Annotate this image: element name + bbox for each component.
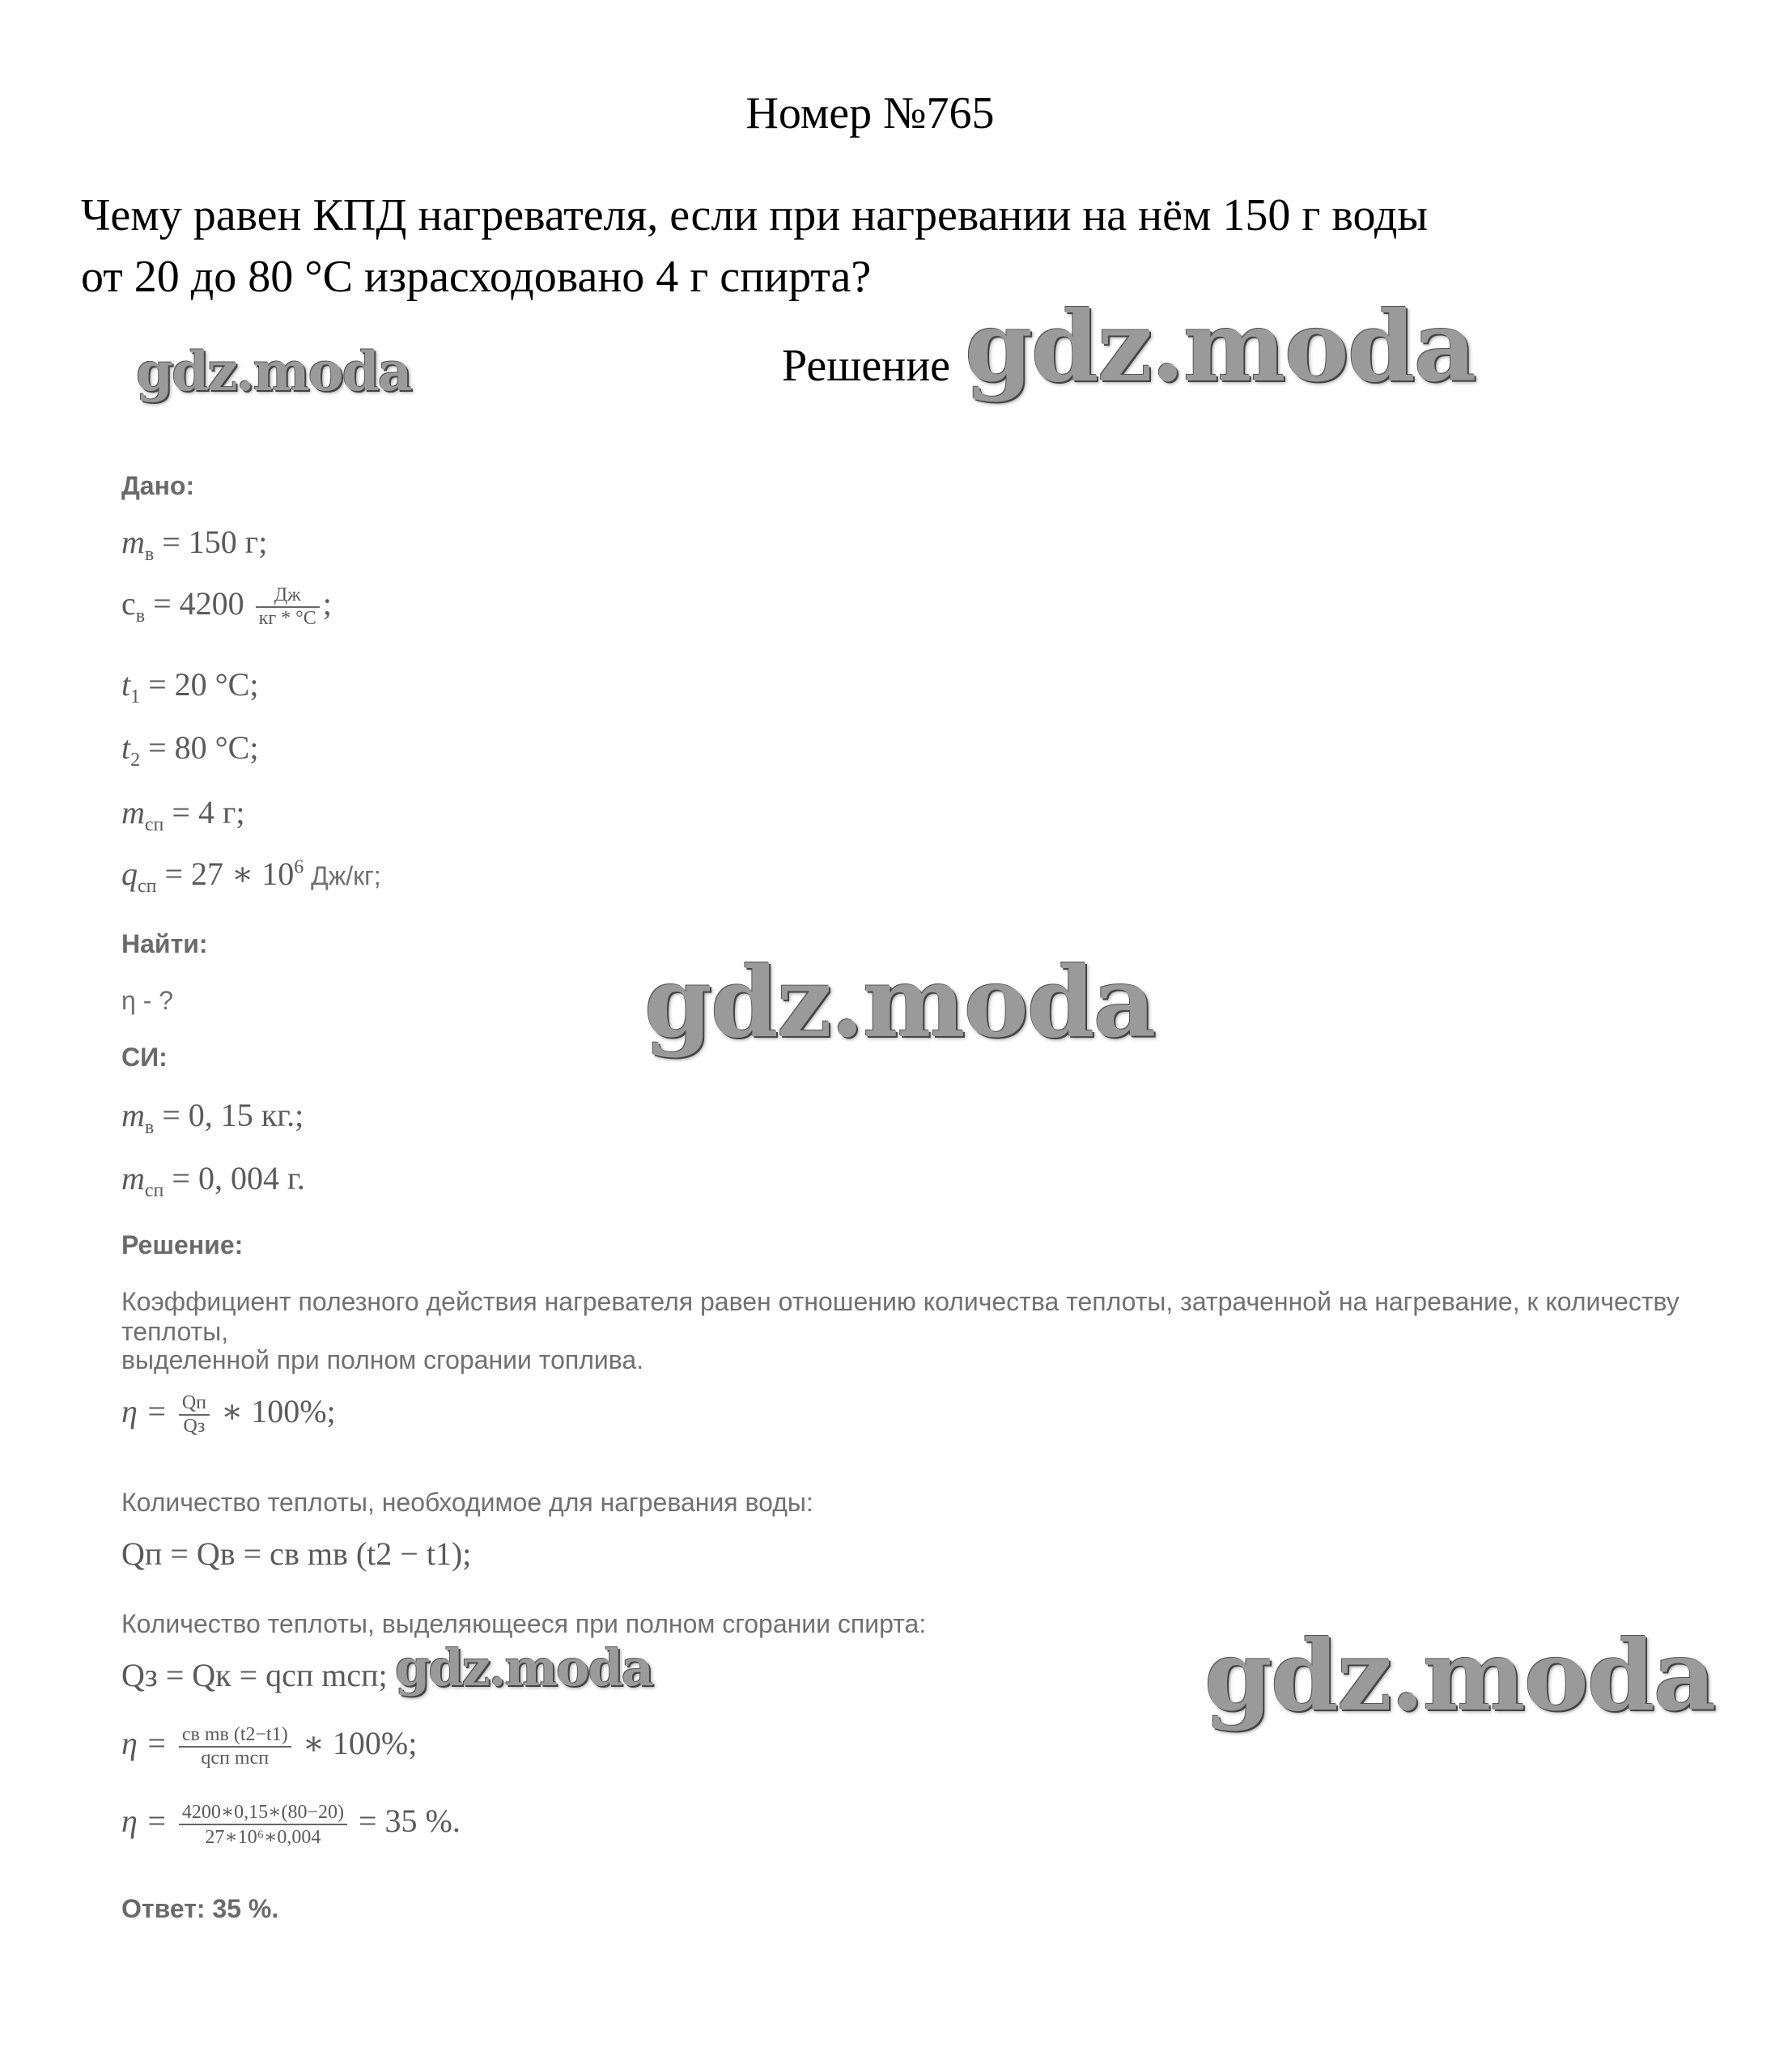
problem-line-2: от 20 до 80 °С израсходовано 4 г спирта? xyxy=(81,252,872,302)
solution-text-2: выделенной при полном сгорании топлива. xyxy=(121,1345,644,1374)
solution-heading: Решение xyxy=(782,341,951,391)
watermark-logo: gdz.moda xyxy=(644,945,1155,1060)
solution-text-1: Коэффициент полезного действия нагревателя равен отношению количества теплоты, затраченной на нагревание, к количеству теплоты, xyxy=(121,1287,1679,1346)
formula-efficiency: η = $\frac{Qп}{Qз}$ ∗ 100%; xyxy=(121,1392,336,1437)
solution-text-4: Количество теплоты, выделяющееся при полном сгорании спирта: xyxy=(121,1609,927,1638)
answer: Ответ: 35 %. xyxy=(121,1894,279,1923)
watermark-logo: gdz.moda xyxy=(1204,1619,1715,1733)
si-label: СИ: xyxy=(121,1043,168,1072)
watermark-logo: gdz.moda xyxy=(136,340,411,403)
given-heat-combustion: $q_{сп} = 27$ ∗ $10^6$ Дж/кг; xyxy=(121,856,381,897)
given-mass-alcohol: $m_{сп} = 4$ г; xyxy=(121,794,245,835)
formula-efficiency-numeric: η = $\frac{4200∗0,15∗(80-20)}{\text{27∗10⁶∗0,004}}$ = 35 %. xyxy=(121,1802,461,1848)
solution-label: Решение: xyxy=(121,1230,244,1259)
given-t2: $t_2 = 80$ °C; xyxy=(121,729,259,771)
find-label: Найти: xyxy=(121,929,208,958)
given-mass-water: $m_в = 150$ г; xyxy=(121,524,268,565)
find-value: η - ? xyxy=(121,986,174,1015)
solution-text-3: Количество теплоты, необходимое для нагревания воды: xyxy=(121,1488,813,1517)
watermark-logo: gdz.moda xyxy=(965,290,1476,404)
watermark-logo: gdz.moda xyxy=(395,1638,652,1697)
problem-line-1: Чему равен КПД нагревателя, если при нагревании на нём 150 г воды xyxy=(81,190,1428,240)
si-mass-alcohol: $m_{сп} = 0$, 004 г. xyxy=(121,1160,305,1201)
given-label: Дано: xyxy=(121,471,195,500)
formula-efficiency-expanded: η = $\frac{\text{cв mв (t2−t1)}}{\text{qсп mсп}}$ ∗ 100%; xyxy=(121,1724,418,1769)
formula-heat-alcohol: Qз = Qк = qсп mсп; xyxy=(121,1657,388,1693)
page-title: Номер №765 xyxy=(745,88,995,138)
given-specific-heat: $c_в = 4200$ $\frac{Дж}{кг * ^\circ C}$ ; xyxy=(121,584,332,629)
formula-heat-water: Qп = Qв = cв mв (t2 − t1); xyxy=(121,1535,472,1572)
given-t1: $t_1 = 20$ °C; xyxy=(121,666,259,707)
si-mass-water: $m_в = 0$, 15 кг.; xyxy=(121,1097,304,1138)
